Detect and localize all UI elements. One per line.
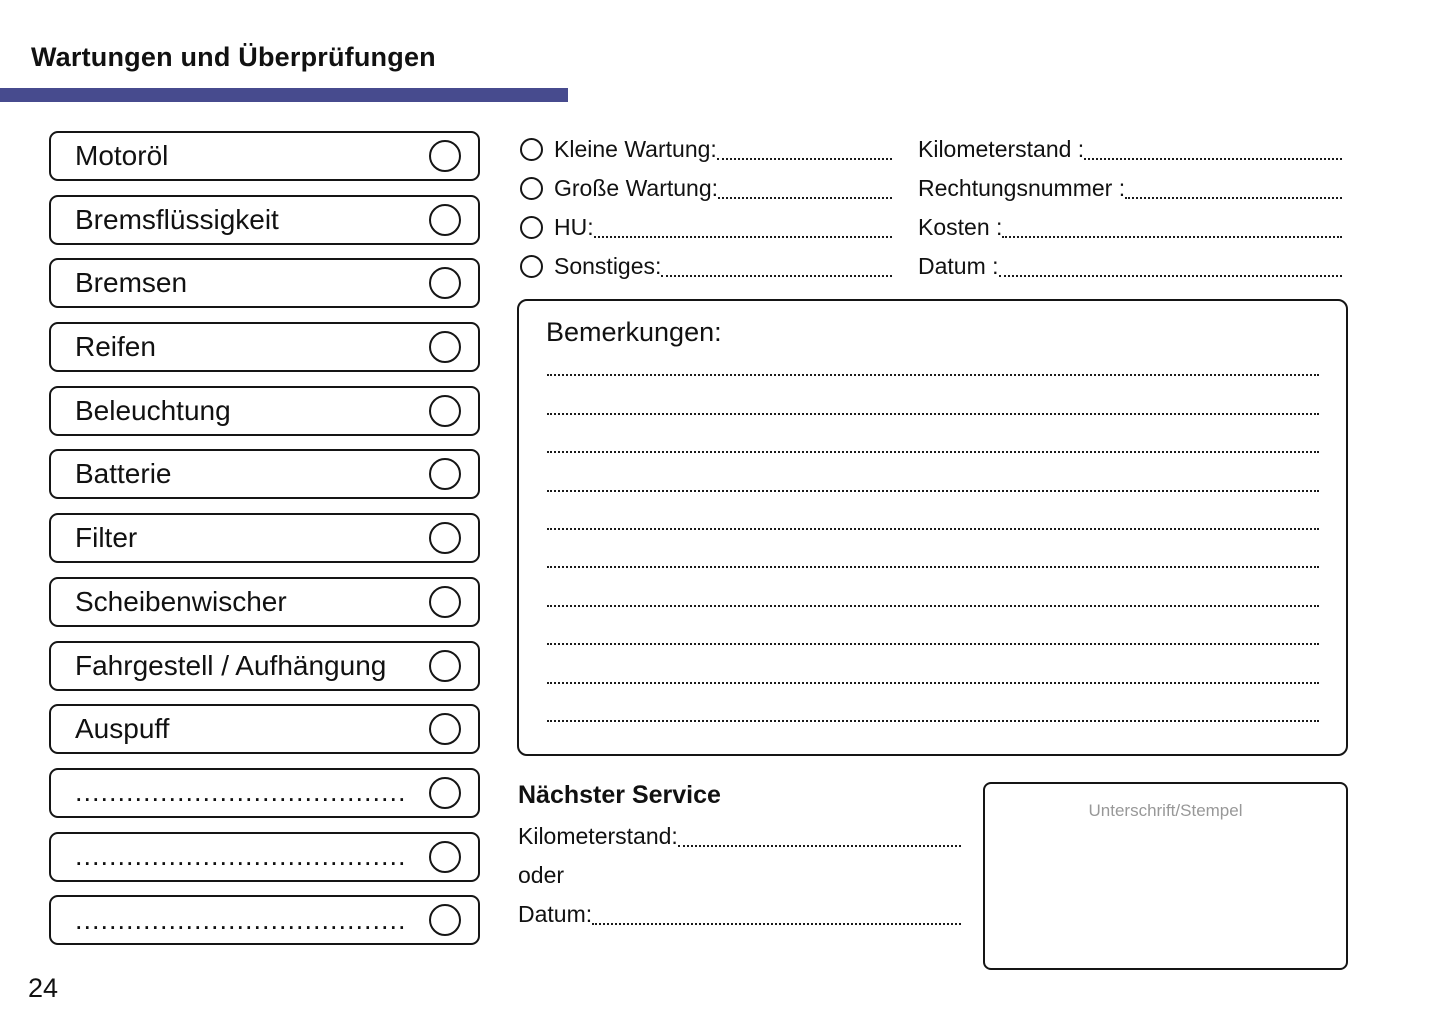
checklist-row-motoroel: [49, 131, 480, 181]
fill-in-line[interactable]: [678, 827, 961, 847]
maintenance-checklist: [49, 131, 480, 945]
remarks-write-in-line[interactable]: [547, 338, 1319, 376]
fill-in-line[interactable]: [1002, 218, 1342, 238]
checkbox-circle[interactable]: [429, 267, 461, 299]
checklist-row-bremsen: [49, 258, 480, 308]
remarks-write-in-line[interactable]: [547, 684, 1319, 722]
remarks-write-in-line[interactable]: [547, 568, 1319, 606]
field-label: Datum :: [918, 253, 999, 279]
checklist-label: Fahrgestell / Aufhängung: [75, 649, 387, 681]
checklist-row-filter: [49, 513, 480, 563]
checklist-label: Filter: [75, 522, 138, 554]
checkbox-circle[interactable]: [429, 650, 461, 682]
field-kosten: [918, 208, 1342, 247]
checklist-row-scheibenwischer: [49, 577, 480, 627]
fill-in-line[interactable]: [718, 179, 892, 199]
checkbox-circle[interactable]: [429, 395, 461, 427]
signature-stamp-box[interactable]: [983, 782, 1348, 970]
service-details-fields: [918, 130, 1342, 286]
checkbox-circle[interactable]: [429, 458, 461, 490]
remarks-write-in-line[interactable]: [547, 607, 1319, 645]
next-service-section: [518, 781, 961, 934]
checklist-row-auspuff: [49, 704, 480, 754]
fill-in-line[interactable]: [661, 257, 892, 277]
remarks-box: [517, 299, 1348, 756]
radio-circle[interactable]: [520, 216, 543, 239]
fill-in-line[interactable]: [999, 257, 1342, 277]
remarks-write-in-line[interactable]: [547, 376, 1319, 414]
fill-in-line[interactable]: [594, 218, 892, 238]
fill-in-line[interactable]: [1125, 179, 1342, 199]
field-kilometerstand: [918, 130, 1342, 169]
remarks-write-in-line[interactable]: [547, 453, 1319, 491]
fill-in-line[interactable]: [1084, 140, 1342, 160]
accent-bar: [0, 88, 568, 102]
checkbox-circle[interactable]: [429, 586, 461, 618]
checklist-row-custom-2: [49, 832, 480, 882]
option-hu: [520, 208, 892, 247]
remarks-write-in-line[interactable]: [547, 645, 1319, 683]
field-label: Kilometerstand :: [918, 136, 1085, 162]
checklist-label: Scheibenwischer: [75, 585, 287, 617]
checkbox-circle[interactable]: [429, 140, 461, 172]
checklist-label: Batterie: [75, 458, 172, 490]
checkbox-circle[interactable]: [429, 331, 461, 363]
checklist-label: Motoröl: [75, 140, 169, 171]
checkbox-circle[interactable]: [429, 841, 461, 873]
radio-circle[interactable]: [520, 138, 543, 161]
remarks-write-in-line[interactable]: [547, 492, 1319, 530]
option-label: Große Wartung:: [554, 175, 719, 201]
option-label: Sonstiges:: [554, 253, 662, 279]
checklist-row-beleuchtung: [49, 386, 480, 436]
checklist-row-bremsfluessigkeit: [49, 195, 480, 245]
option-label: Kleine Wartung:: [554, 136, 717, 162]
checkbox-circle[interactable]: [429, 777, 461, 809]
checkbox-circle[interactable]: [429, 522, 461, 554]
checklist-row-reifen: [49, 322, 480, 372]
field-rechtungsnummer: [918, 169, 1342, 208]
fill-in-line[interactable]: [717, 140, 892, 160]
checklist-label: Bremsflüssigkeit: [75, 203, 279, 235]
option-label: HU:: [554, 214, 594, 240]
field-label: Datum:: [518, 901, 593, 927]
checklist-row-custom-3: [49, 895, 480, 945]
page-number: 24: [28, 973, 59, 1003]
remarks-write-in-line[interactable]: [547, 530, 1319, 568]
option-kleine-wartung: [520, 130, 892, 169]
next-service-km-row: [518, 817, 961, 856]
write-in-line[interactable]: .......................................: [75, 841, 407, 872]
page-title: Wartungen und Überprüfungen: [31, 42, 436, 72]
field-label: Kosten :: [918, 214, 1003, 240]
field-label: oder: [518, 862, 565, 888]
write-in-line[interactable]: .......................................: [75, 777, 407, 808]
option-grosse-wartung: [520, 169, 892, 208]
fill-in-line[interactable]: [592, 905, 961, 925]
option-sonstiges: [520, 247, 892, 286]
remarks-write-in-line[interactable]: [547, 415, 1319, 453]
radio-circle[interactable]: [520, 177, 543, 200]
service-type-options: [520, 130, 892, 286]
checklist-row-batterie: [49, 449, 480, 499]
checklist-label: Reifen: [75, 331, 156, 363]
checkbox-circle[interactable]: [429, 904, 461, 936]
next-service-or-row: [518, 856, 961, 895]
checklist-row-custom-1: [49, 768, 480, 818]
next-service-date-row: [518, 895, 961, 934]
remarks-label: Bemerkungen:: [546, 317, 722, 347]
field-datum: [918, 247, 1342, 286]
remarks-lines: [547, 338, 1319, 722]
field-label: Kilometerstand:: [518, 823, 678, 849]
checklist-label: Auspuff: [75, 713, 170, 745]
checklist-label: Beleuchtung: [75, 394, 231, 426]
checkbox-circle[interactable]: [429, 204, 461, 236]
checklist-label: Bremsen: [75, 267, 188, 299]
write-in-line[interactable]: .......................................: [75, 904, 407, 935]
next-service-title: Nächster Service: [518, 781, 721, 809]
checkbox-circle[interactable]: [429, 713, 461, 745]
checklist-row-fahrgestell: [49, 641, 480, 691]
radio-circle[interactable]: [520, 255, 543, 278]
field-label: Rechtungsnummer :: [918, 175, 1126, 201]
signature-stamp-label: Unterschrift/Stempel: [1088, 801, 1243, 820]
